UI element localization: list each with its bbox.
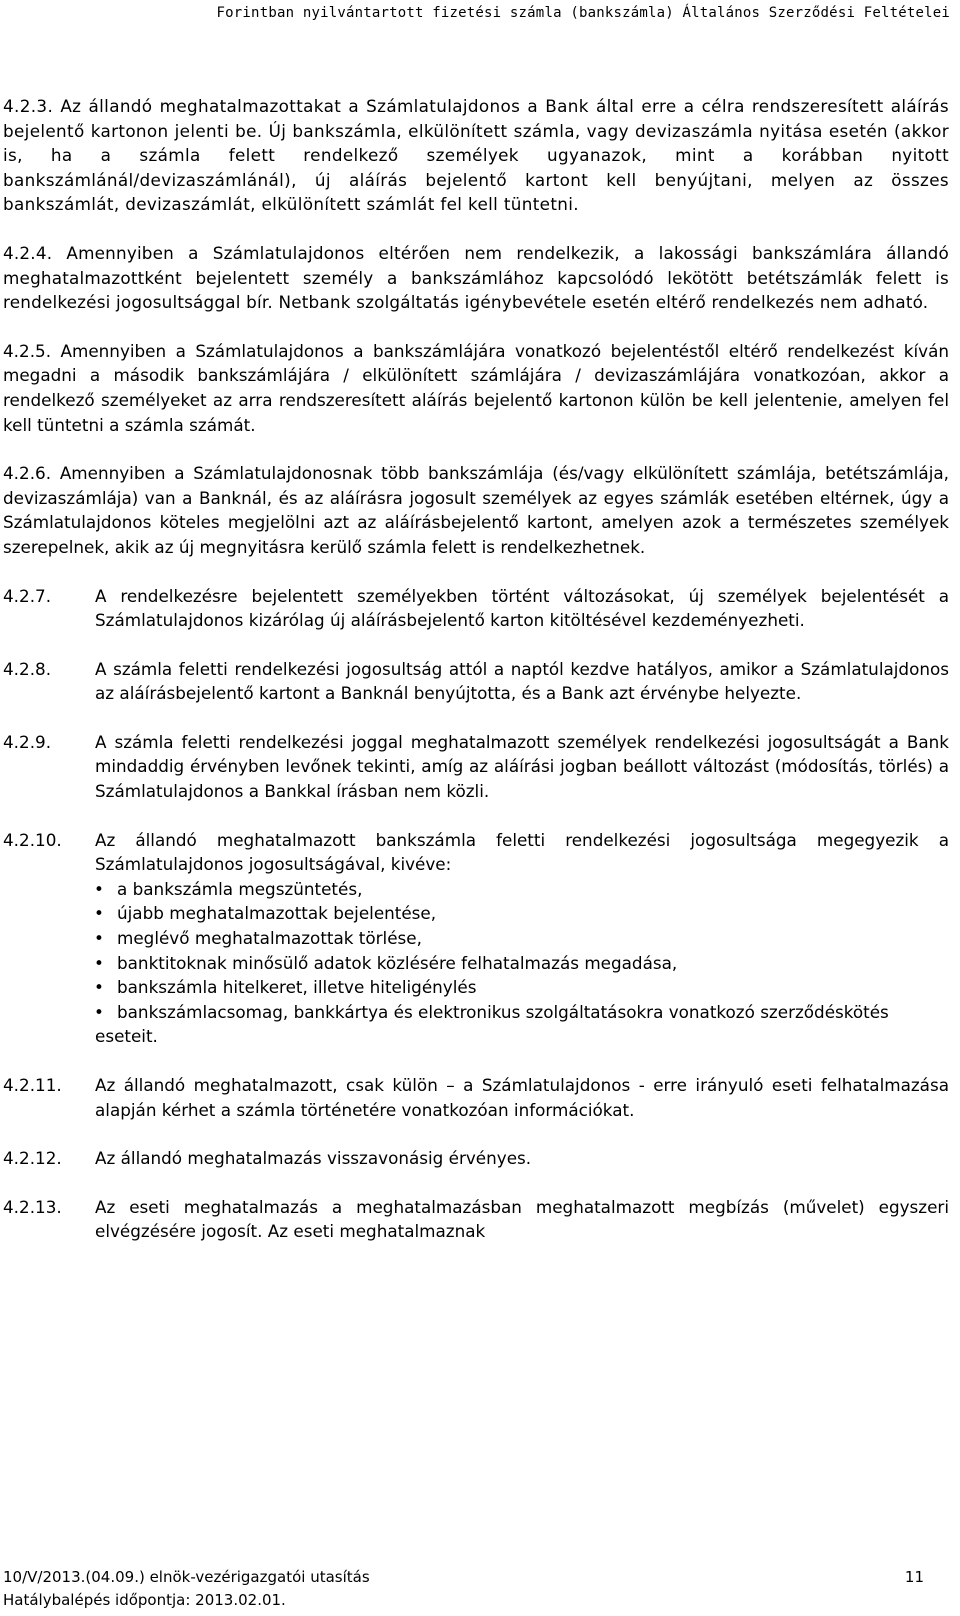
section-4-2-9 bbox=[0, 730, 949, 804]
document-body bbox=[0, 94, 960, 1268]
section-4-2-3 bbox=[0, 94, 949, 217]
section-number: 4.2.6. bbox=[3, 463, 52, 484]
list-item: • újabb meghatalmazottak bejelentése, bbox=[95, 901, 949, 926]
section-4-2-8 bbox=[0, 657, 949, 706]
section-4-2-5 bbox=[0, 339, 949, 437]
section-4-2-4 bbox=[0, 241, 949, 315]
section-text: Amennyiben a Számlatulajdonos eltérően nem rendelkezik, a lakossági bankszámlára állandó meghatalmazottként bejelentett személy a bankszámlához kapcsolódó lekötött betétszámlák felett is rendelkezési jogosultsággal bír. Netbank szolgáltatás igénybevétele esetén eltérő rendelkezés nem adható. bbox=[3, 242, 949, 313]
exception-list bbox=[95, 877, 949, 1025]
section-4-2-6 bbox=[0, 461, 949, 559]
section-text: Az állandó meghatalmazás visszavonásig érvényes. bbox=[95, 1148, 532, 1169]
section-4-2-13 bbox=[0, 1195, 949, 1244]
section-text: A számla feletti rendelkezési jogosultság attól a naptól kezdve hatályos, amikor a Számlatulajdonos az aláírásbejelentő kartont a Banknál benyújtotta, és a Bank azt érvénybe helyezte. bbox=[95, 658, 949, 704]
section-text: Az állandó meghatalmazottakat a Számlatulajdonos a Bank által erre a célra rendszeresített aláírás bejelentő kartonon jelenti be. Új bankszámla, elkülönített számla, vagy devizaszámla nyitása esetén (akkor is, ha a számla felett rendelkező személyek ugyanazok, mint a korábban nyitott bankszámlánál/devizaszámlánál), új aláírás bejelentő kartont kell benyújtani, melyen az összes bankszámlát, devizaszámlát, elkülönített számlát fel kell tüntetni. bbox=[3, 96, 949, 215]
section-text: Az eseti meghatalmazás a meghatalmazásban meghatalmazott megbízás (művelet) egyszeri elvégzésére jogosít. Az eseti meghatalmaznak bbox=[95, 1196, 949, 1242]
section-text: A rendelkezésre bejelentett személyekben történt változásokat, új személyek bejelentését a Számlatulajdonos kizárólag új aláírásbejelentő karton kitöltésével kezdeményezheti. bbox=[95, 585, 949, 631]
section-4-2-7 bbox=[0, 584, 949, 633]
footer-regulation: 10/V/2013.(04.09.) elnök-vezérigazgatói utasítás bbox=[3, 1568, 370, 1586]
section-4-2-12 bbox=[0, 1146, 949, 1171]
section-4-2-10 bbox=[0, 828, 949, 1049]
list-item: • bankszámla hitelkeret, illetve hiteligénylés bbox=[95, 975, 949, 1000]
page-number: 11 bbox=[904, 1568, 924, 1586]
section-number: 4.2.3. bbox=[3, 96, 54, 116]
page-header: Forintban nyilvántartott fizetési számla (bankszámla) Általános Szerződési Feltételei bbox=[216, 5, 950, 21]
section-text: Az állandó meghatalmazott, csak külön – a Számlatulajdonos - erre irányuló eseti felhatalmazása alapján kérhet a számla történetére vonatkozóan információkat. bbox=[95, 1075, 949, 1120]
list-item: • a bankszámla megszüntetés, bbox=[95, 877, 949, 902]
footer-effective-date: Hatálybalépés időpontja: 2013.02.01. bbox=[3, 1591, 286, 1609]
section-number: 4.2.12. bbox=[3, 1148, 62, 1169]
section-tail-text: eseteit. bbox=[95, 1026, 158, 1047]
section-number: 4.2.10. bbox=[3, 829, 62, 850]
section-number: 4.2.7. bbox=[3, 585, 52, 606]
section-text: Amennyiben a Számlatulajdonos a bankszámlájára vonatkozó bejelentéstől eltérő rendelkezést kíván megadni a második bankszámlájára / elkülönített számlájára / devizaszámlájára vonatkozóan, akkor a rendelkező személyeket az arra rendszeresített aláírás bejelentő kartonon külön be kell jelentenie, amelyen fel kell tüntetni a számla számát. bbox=[3, 340, 949, 435]
section-4-2-11 bbox=[0, 1073, 949, 1122]
list-item: • banktitoknak minősülő adatok közlésére felhatalmazás megadása, bbox=[95, 951, 949, 976]
list-item: • meglévő meghatalmazottak törlése, bbox=[95, 926, 949, 951]
section-number: 4.2.9. bbox=[3, 731, 52, 752]
section-text: Amennyiben a Számlatulajdonosnak több bankszámlája (és/vagy elkülönített számlája, betétszámlája, devizaszámlája) van a Banknál, és az aláírásra jogosult személyek az egyes számlák esetében eltérnek, úgy a Számlatulajdonos köteles megjelölni azt az aláírásbejelentő kartont, amelyen azok a természetes személyek szerepelnek, akik az új megnyitásra kerülő számla felett is rendelkezhetnek. bbox=[3, 463, 949, 557]
section-text: Az állandó meghatalmazott bankszámla feletti rendelkezési jogosultsága megegyezik a Számlatulajdonos jogosultságával, kivéve: bbox=[95, 829, 949, 875]
section-number: 4.2.5. bbox=[3, 340, 52, 361]
section-text: A számla feletti rendelkezési joggal meghatalmazott személyek rendelkezési jogosultságát a Bank mindaddig érvényben levőnek tekinti, amíg az aláírási jogban beállott változást (módosítás, törlés) a Számlatulajdonos a Bankkal írásban nem közli. bbox=[95, 731, 949, 802]
list-item: • bankszámlacsomag, bankkártya és elektronikus szolgáltatásokra vonatkozó szerződéskötés bbox=[95, 1000, 949, 1025]
section-number: 4.2.4. bbox=[3, 242, 53, 263]
section-number: 4.2.11. bbox=[3, 1075, 62, 1095]
section-number: 4.2.8. bbox=[3, 658, 52, 679]
section-number: 4.2.13. bbox=[3, 1196, 62, 1217]
page-footer bbox=[3, 1566, 924, 1612]
